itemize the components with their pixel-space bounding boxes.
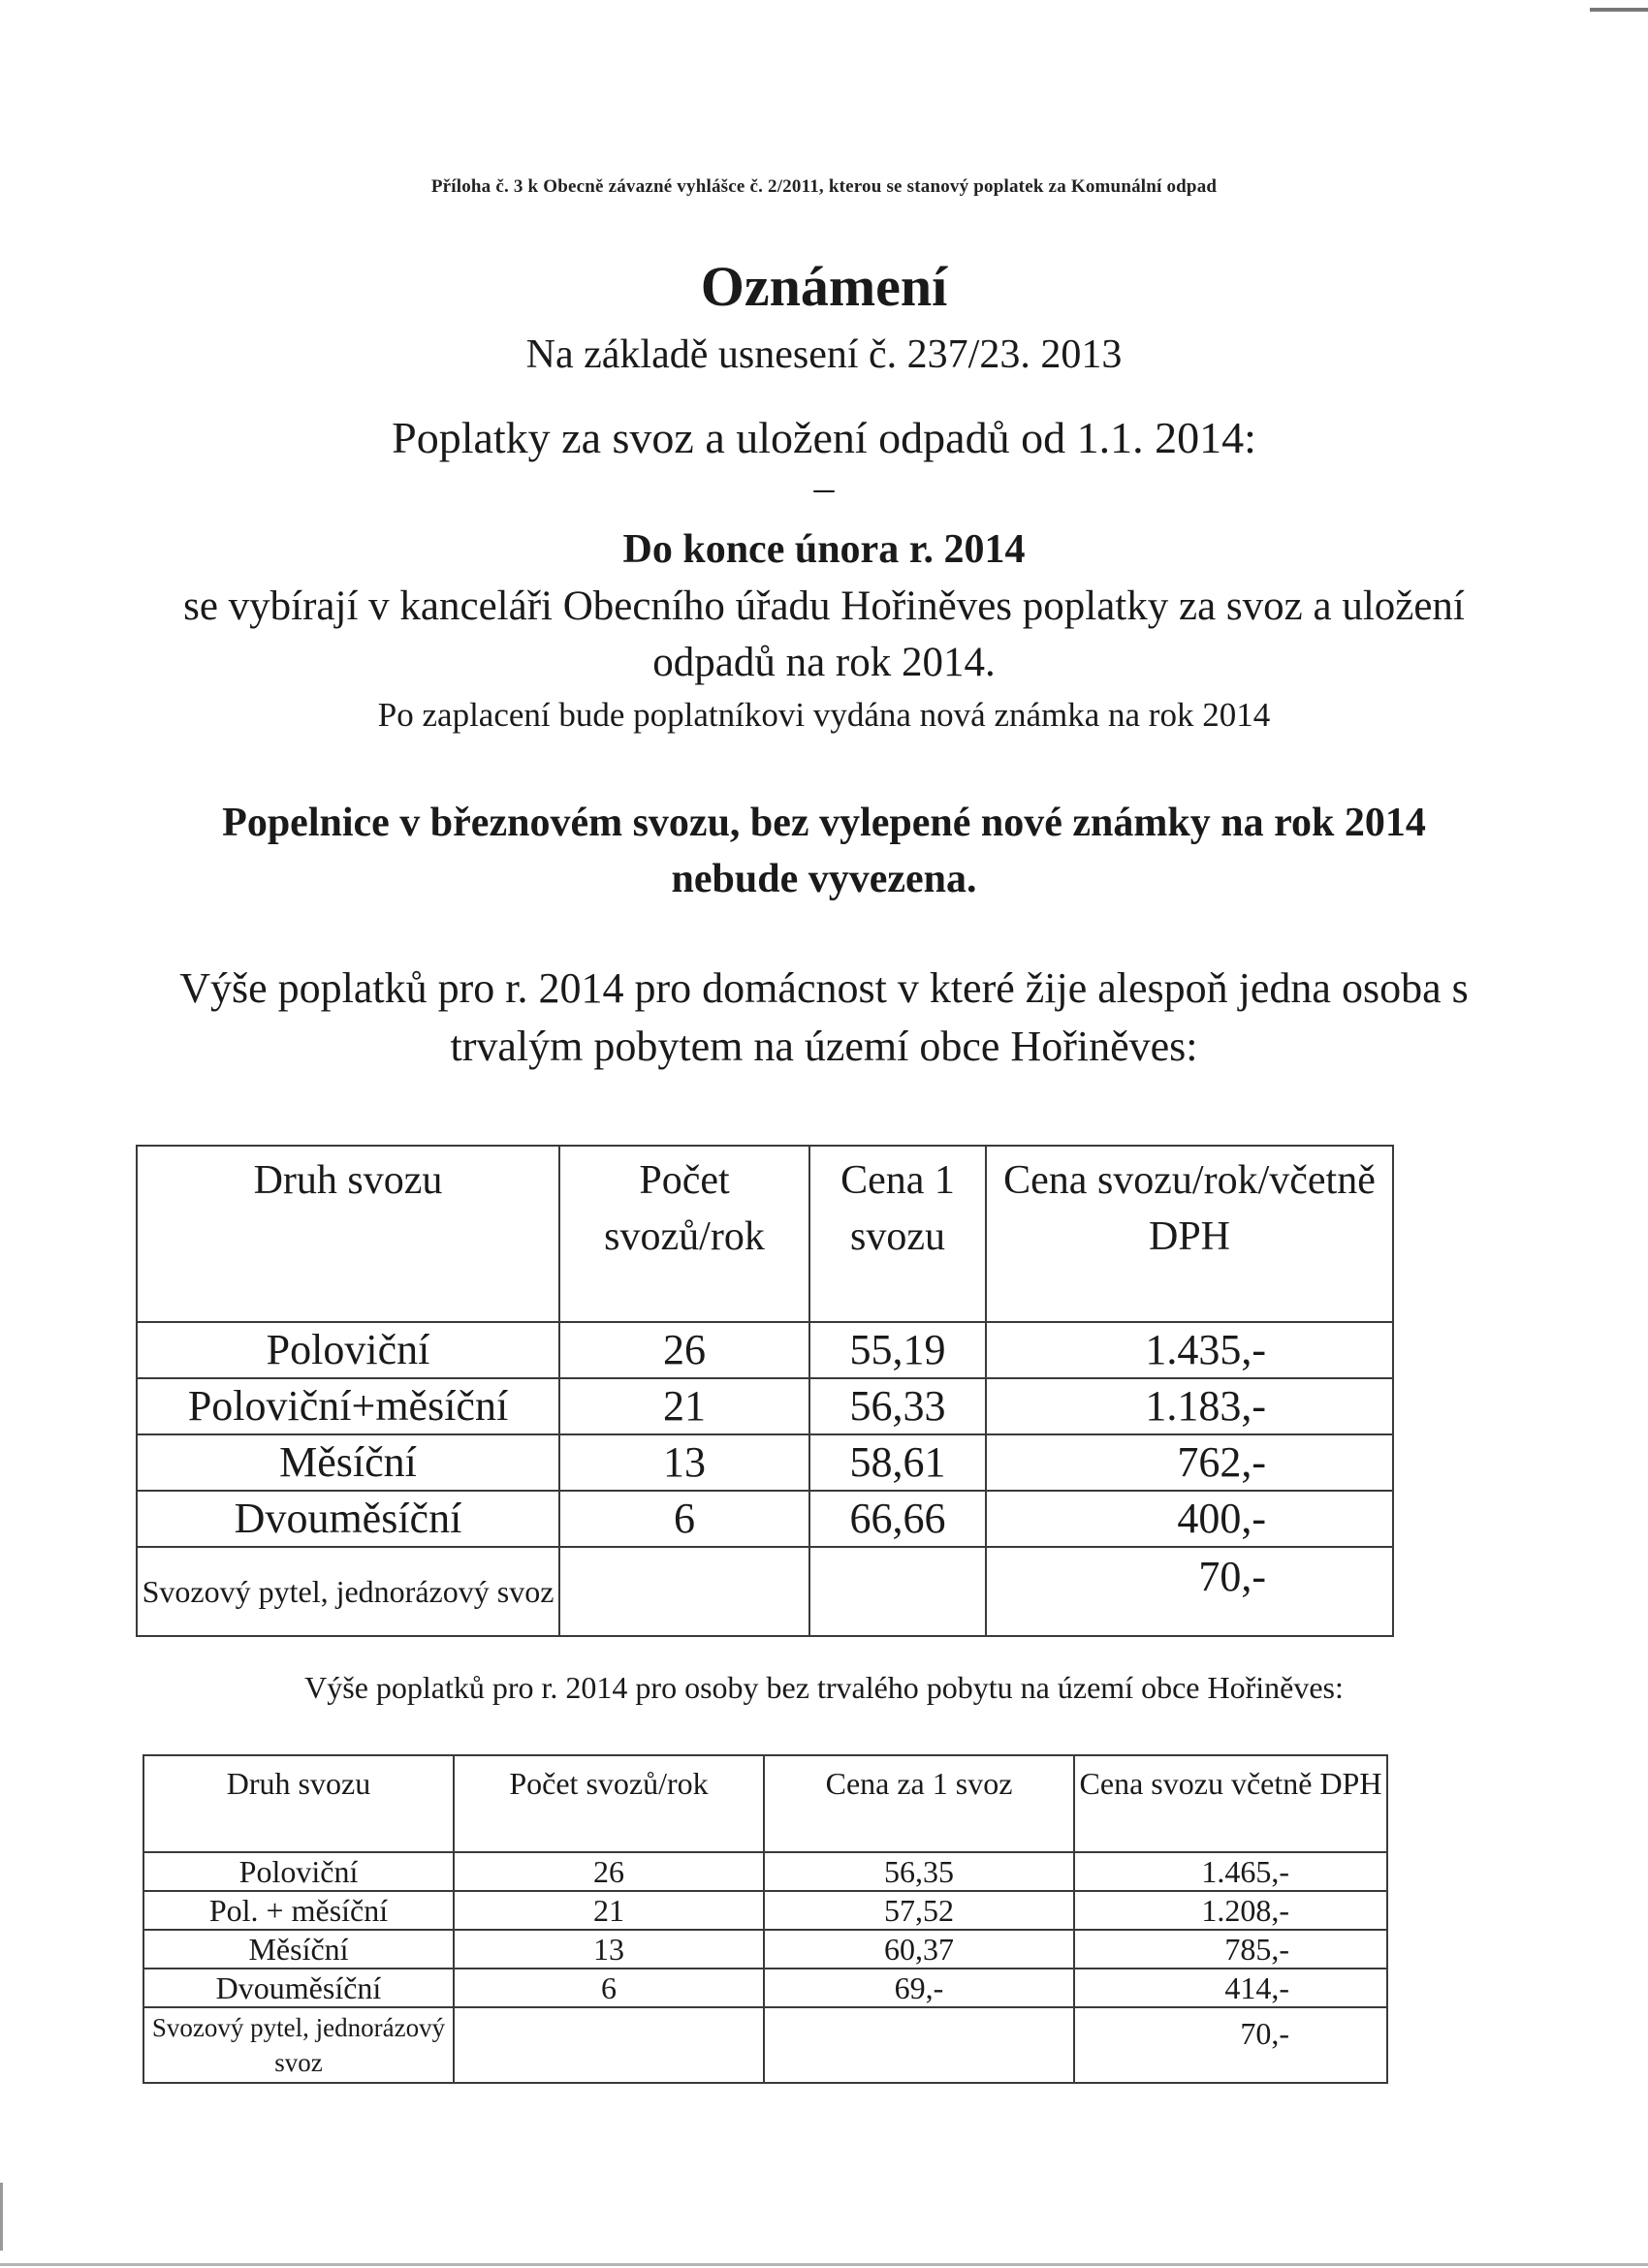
table-cell: 13 [454, 1930, 764, 1969]
table-row [137, 1434, 1393, 1491]
residents-fee-table [136, 1145, 1394, 1637]
table-cell: Měsíční [137, 1434, 559, 1491]
column-header: Počet svozů/rok [454, 1755, 764, 1852]
column-header: Cena svozu/rok/včetně DPH [986, 1146, 1393, 1322]
table-cell: Dvouměsíční [137, 1491, 559, 1547]
table-cell: Poloviční [137, 1322, 559, 1378]
page-title: Oznámení [700, 255, 948, 318]
table-cell: 70,- [1074, 2007, 1387, 2083]
table-cell: Svozový pytel, jednorázový svoz [143, 2007, 454, 2083]
table-cell: 6 [559, 1491, 809, 1547]
table-cell: 69,- [764, 1969, 1074, 2007]
table-cell: Pol. + měsíční [143, 1891, 454, 1930]
table-cell: Svozový pytel, jednorázový svoz [137, 1547, 559, 1636]
table-cell: 400,- [986, 1491, 1393, 1547]
column-header: Počet svozů/rok [559, 1146, 809, 1322]
table-cell: 66,66 [809, 1491, 986, 1547]
table-row [143, 1891, 1387, 1930]
table-cell: 1.183,- [986, 1378, 1393, 1434]
table-cell: 58,61 [809, 1434, 986, 1491]
table-cell: 57,52 [764, 1891, 1074, 1930]
table-cell: Měsíční [143, 1930, 454, 1969]
table-row [143, 1852, 1387, 1891]
collection-paragraph: se vybírají v kanceláři Obecního úřadu Hořiněves poplatky za svoz a uložení odpadů na rok 2014. [183, 583, 1465, 685]
bin-warning: Popelnice v březnovém svozu, bez vylepené nové známky na rok 2014 nebude vyvezena. [222, 801, 1426, 901]
table-cell: 1.435,- [986, 1322, 1393, 1378]
table-cell: 26 [454, 1852, 764, 1891]
table-cell: 6 [454, 1969, 764, 2007]
table-row [137, 1378, 1393, 1434]
table-cell [559, 1547, 809, 1636]
table-header-row [143, 1755, 1387, 1852]
table-row [137, 1547, 1393, 1636]
table-cell: Dvouměsíční [143, 1969, 454, 2007]
table-cell: 414,- [1074, 1969, 1387, 2007]
nonresidents-intro: Výše poplatků pro r. 2014 pro osoby bez trvalého pobytu na území obce Hořiněves: [304, 1670, 1344, 1705]
deadline-heading: Do konce února r. 2014 [622, 527, 1026, 572]
scan-edge-mark [1590, 8, 1648, 12]
table-cell: 56,33 [809, 1378, 986, 1434]
table-cell: 13 [559, 1434, 809, 1491]
scan-edge-mark [0, 2183, 3, 2251]
table-cell: 762,- [986, 1434, 1393, 1491]
table-cell [809, 1547, 986, 1636]
table-cell: Poloviční [143, 1852, 454, 1891]
table-cell: 55,19 [809, 1322, 986, 1378]
table-row [143, 2007, 1387, 2083]
attachment-header: Příloha č. 3 k Obecně závazné vyhlášce č. 2/2011, kterou se stanový poplatek za Komunální odpad [430, 176, 1218, 197]
table-cell: 26 [559, 1322, 809, 1378]
table-row [137, 1491, 1393, 1547]
table-cell: 1.465,- [1074, 1852, 1387, 1891]
column-header: Cena za 1 svoz [764, 1755, 1074, 1852]
table-cell: 70,- [986, 1547, 1393, 1636]
resolution-line: Na základě usnesení č. 237/23. 2013 [525, 332, 1123, 377]
column-header: Druh svozu [137, 1146, 559, 1322]
table-row [137, 1322, 1393, 1378]
nonresidents-fee-table [143, 1754, 1388, 2084]
table-cell: 785,- [1074, 1930, 1387, 1969]
column-header: Druh svozu [143, 1755, 454, 1852]
table-cell: 60,37 [764, 1930, 1074, 1969]
table-row [143, 1969, 1387, 2007]
table-cell [454, 2007, 764, 2083]
table-cell: 21 [559, 1378, 809, 1434]
table-cell: 1.208,- [1074, 1891, 1387, 1930]
table-cell: 56,35 [764, 1852, 1074, 1891]
column-header: Cena svozu včetně DPH [1074, 1755, 1387, 1852]
table-header-row [137, 1146, 1393, 1322]
residents-intro: Výše poplatků pro r. 2014 pro domácnost v které žije alespoň jedna osoba s trvalým pobytem na území obce Hořiněves: [179, 964, 1469, 1070]
scan-edge-mark [0, 2263, 1648, 2266]
sticker-note: Po zaplacení bude poplatníkovi vydána nová známka na rok 2014 [377, 696, 1271, 734]
separator-dash: – [813, 466, 835, 511]
fees-from-line: Poplatky za svoz a uložení odpadů od 1.1. 2014: [392, 413, 1256, 462]
table-cell [764, 2007, 1074, 2083]
column-header: Cena 1 svozu [809, 1146, 986, 1322]
table-row [143, 1930, 1387, 1969]
table-cell: 21 [454, 1891, 764, 1930]
table-cell: Poloviční+měsíční [137, 1378, 559, 1434]
